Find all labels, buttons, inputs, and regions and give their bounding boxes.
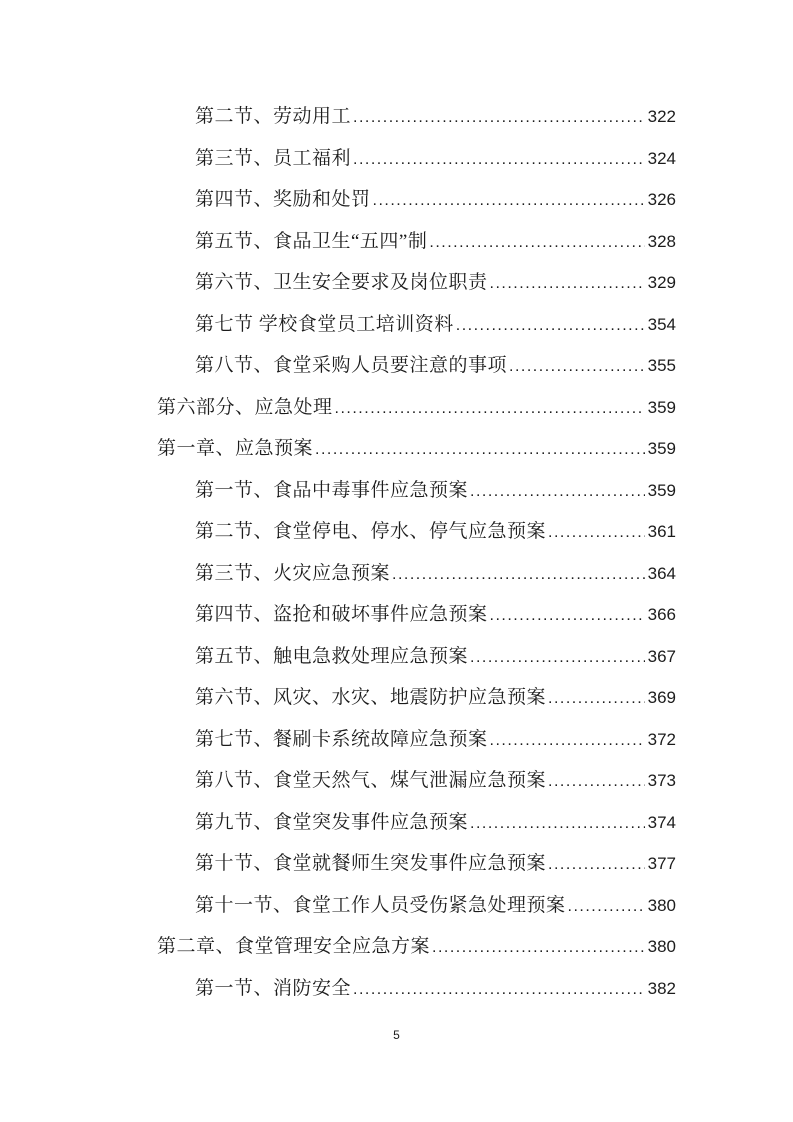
toc-entry[interactable]: [157, 885, 676, 927]
toc-entry-page-number[interactable]: 380: [647, 937, 676, 956]
toc-dot-leader: [432, 927, 645, 969]
toc-entry-label[interactable]: 第七节 学校食堂员工培训资料: [195, 313, 454, 335]
toc-dot-leader: [509, 346, 645, 388]
toc-entry[interactable]: [157, 594, 676, 636]
toc-entry-page-number[interactable]: 359: [647, 439, 676, 458]
toc-entry-label[interactable]: 第六节、卫生安全要求及岗位职责: [195, 272, 488, 293]
toc-entry-label[interactable]: 第一节、食品中毒事件应急预案: [195, 479, 469, 501]
toc-entry-page-number[interactable]: 377: [647, 854, 676, 873]
toc-dot-leader: [490, 595, 645, 637]
toc-entry[interactable]: [157, 553, 676, 595]
toc-dot-leader: [456, 305, 645, 347]
toc-entry-label[interactable]: 第七节、餐刷卡系统故障应急预案: [195, 728, 488, 750]
footer-page-number: 5: [393, 1028, 400, 1042]
toc-dot-leader: [470, 471, 645, 513]
toc-dot-leader: [429, 222, 644, 264]
toc-entry[interactable]: [157, 802, 676, 844]
toc-entry-label[interactable]: 第三节、员工福利: [195, 147, 352, 169]
toc-entry-page-number[interactable]: 324: [647, 148, 676, 168]
toc-entry-label[interactable]: 第四节、奖励和处罚: [195, 189, 371, 210]
toc-dot-leader: [568, 886, 645, 928]
toc-entry-label[interactable]: 第二节、食堂停电、停水、停气应急预案: [195, 521, 547, 542]
toc-entry-page-number[interactable]: 361: [647, 522, 676, 541]
toc-entry-label[interactable]: 第八节、食堂采购人员要注意的事项: [195, 355, 508, 376]
toc-entry[interactable]: [157, 470, 676, 512]
toc-dot-leader: [353, 969, 645, 1011]
toc-entry-label[interactable]: 第五节、食品卫生“五四”制: [195, 230, 428, 252]
toc-entry-page-number[interactable]: 364: [647, 563, 676, 583]
toc-entry-label[interactable]: 第八节、食堂天然气、煤气泄漏应急预案: [195, 770, 547, 791]
toc-entry-page-number[interactable]: 355: [647, 356, 676, 375]
toc-entry-page-number[interactable]: 328: [647, 231, 676, 251]
toc-entry[interactable]: [157, 387, 676, 429]
toc-entry-label[interactable]: 第六节、风灾、水灾、地震防护应急预案: [195, 687, 547, 708]
toc-entry-page-number[interactable]: 369: [647, 688, 676, 707]
toc-dot-leader: [353, 97, 645, 139]
toc-entry-page-number[interactable]: 359: [647, 397, 676, 417]
toc-entry-label[interactable]: 第十节、食堂就餐师生突发事件应急预案: [195, 853, 547, 874]
toc-entry[interactable]: [157, 179, 676, 221]
toc-entry[interactable]: [157, 968, 676, 1010]
toc-dot-leader: [490, 263, 645, 305]
toc-entry-label[interactable]: 第二节、劳动用工: [195, 106, 352, 127]
toc-entry[interactable]: [157, 221, 676, 263]
toc-entry-label[interactable]: 第四节、盗抢和破坏事件应急预案: [195, 604, 488, 625]
toc-entry[interactable]: [157, 843, 676, 885]
toc-dot-leader: [548, 512, 645, 554]
page-footer: [0, 1028, 793, 1042]
toc-entry[interactable]: [157, 926, 676, 968]
toc-entry-page-number[interactable]: 366: [647, 605, 676, 624]
toc-entry[interactable]: [157, 428, 676, 470]
toc-entry-label[interactable]: 第九节、食堂突发事件应急预案: [195, 811, 469, 833]
toc-entry-label[interactable]: 第三节、火灾应急预案: [195, 562, 391, 584]
toc-entry-label[interactable]: 第二章、食堂管理安全应急方案: [157, 936, 431, 957]
toc-entry-page-number[interactable]: 373: [647, 771, 676, 790]
toc-dot-leader: [392, 554, 645, 596]
toc-entry-page-number[interactable]: 380: [647, 895, 676, 915]
toc-entry-page-number[interactable]: 372: [647, 729, 676, 749]
toc-entry-page-number[interactable]: 329: [647, 273, 676, 292]
toc-dot-leader: [470, 803, 645, 845]
toc-entry[interactable]: [157, 262, 676, 304]
toc-entry[interactable]: [157, 511, 676, 553]
toc-entry-label[interactable]: 第一节、消防安全: [195, 977, 352, 999]
table-of-contents: [0, 96, 793, 1009]
toc-entry-page-number[interactable]: 374: [647, 812, 676, 832]
toc-entry[interactable]: [157, 96, 676, 138]
toc-entry[interactable]: [157, 636, 676, 678]
toc-dot-leader: [470, 637, 645, 679]
toc-entry[interactable]: [157, 677, 676, 719]
toc-dot-leader: [548, 844, 645, 886]
toc-dot-leader: [548, 761, 645, 803]
toc-entry[interactable]: [157, 304, 676, 346]
toc-entry[interactable]: [157, 138, 676, 180]
toc-entry[interactable]: [157, 719, 676, 761]
toc-entry-label[interactable]: 第十一节、食堂工作人员受伤紧急处理预案: [195, 894, 566, 916]
toc-dot-leader: [353, 139, 645, 181]
toc-entry-label[interactable]: 第一章、应急预案: [157, 438, 314, 459]
toc-entry-page-number[interactable]: 354: [647, 314, 676, 334]
toc-entry-label[interactable]: 第六部分、应急处理: [157, 396, 333, 418]
toc-entry-label[interactable]: 第五节、触电急救处理应急预案: [195, 645, 469, 667]
toc-dot-leader: [548, 678, 645, 720]
toc-dot-leader: [335, 388, 645, 430]
toc-dot-leader: [490, 720, 645, 762]
toc-entry[interactable]: [157, 760, 676, 802]
toc-entry-page-number[interactable]: 367: [647, 646, 676, 666]
toc-entry-page-number[interactable]: 359: [647, 480, 676, 500]
toc-entry-page-number[interactable]: 382: [647, 978, 676, 998]
toc-dot-leader: [315, 429, 645, 471]
toc-entry[interactable]: [157, 345, 676, 387]
toc-entry-page-number[interactable]: 322: [647, 107, 676, 126]
toc-dot-leader: [373, 180, 645, 222]
toc-entry-page-number[interactable]: 326: [647, 190, 676, 209]
